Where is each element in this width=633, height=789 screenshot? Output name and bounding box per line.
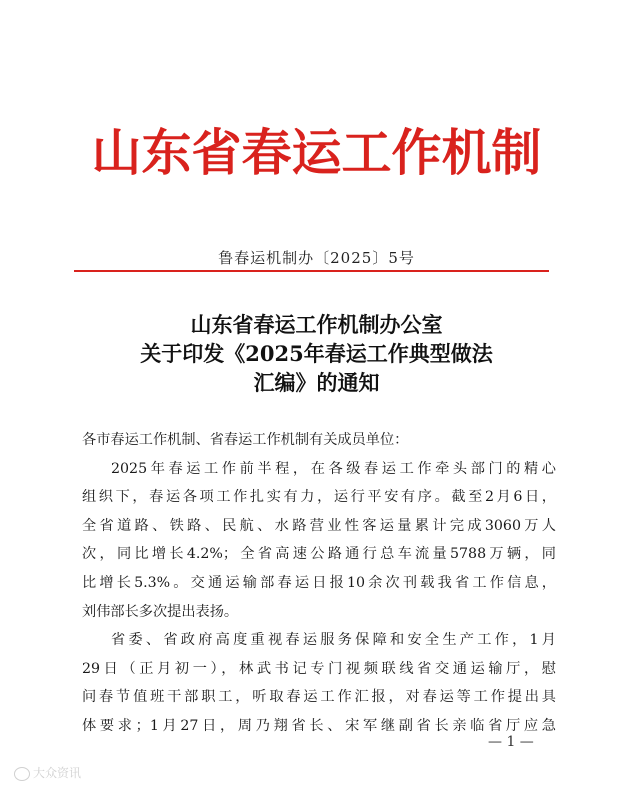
document-title [0,310,633,397]
page-number: — 1 — [488,734,534,750]
document-number: 鲁春运机制办〔2025〕5号 [218,249,415,267]
body-line: 问春节值班干部职工，听取春运工作汇报，对春运等工作提出具 [82,689,556,706]
body-line: 全省道路、铁路、民航、水路营业性客运量累计完成3060万人 [82,517,556,534]
body-line: 2025年春运工作前半程，在各级春运工作牵头部门的精心 [111,460,556,477]
watermark-logo-icon [14,767,30,781]
title-line-3: 汇编》的通知 [253,370,380,395]
body-line: 组织下，春运各项工作扎实有力，运行平安有序。截至2月6日， [82,489,556,506]
document-body [82,426,556,741]
body-line: 次，同比增长4.2%；全省高速公路通行总车流量5788万辆，同 [82,546,556,563]
body-line: 29日（正月初一），林武书记专门视频联线省交通运输厅，慰 [82,660,556,677]
watermark [14,764,81,781]
body-line: 体要求；1月27日，周乃翔省长、宋军继副省长亲临省厅应急 [82,717,556,734]
title-line-1: 山东省春运工作机制办公室 [190,312,443,337]
red-divider-line [74,270,549,272]
body-line: 比增长5.3%。交通运输部春运日报10余次刊载我省工作信息， [82,574,556,591]
watermark-text: 大众资讯 [33,766,82,780]
body-line: 刘伟部长多次提出表扬。 [82,603,239,620]
red-masthead-title: 山东省春运工作机制 [91,123,542,182]
salutation: 各市春运工作机制、省春运工作机制有关成员单位： [82,432,409,448]
title-line-2: 关于印发《2025年春运工作典型做法 [140,341,493,366]
body-line: 省委、省政府高度重视春运服务保障和安全生产工作，1月 [111,632,556,649]
